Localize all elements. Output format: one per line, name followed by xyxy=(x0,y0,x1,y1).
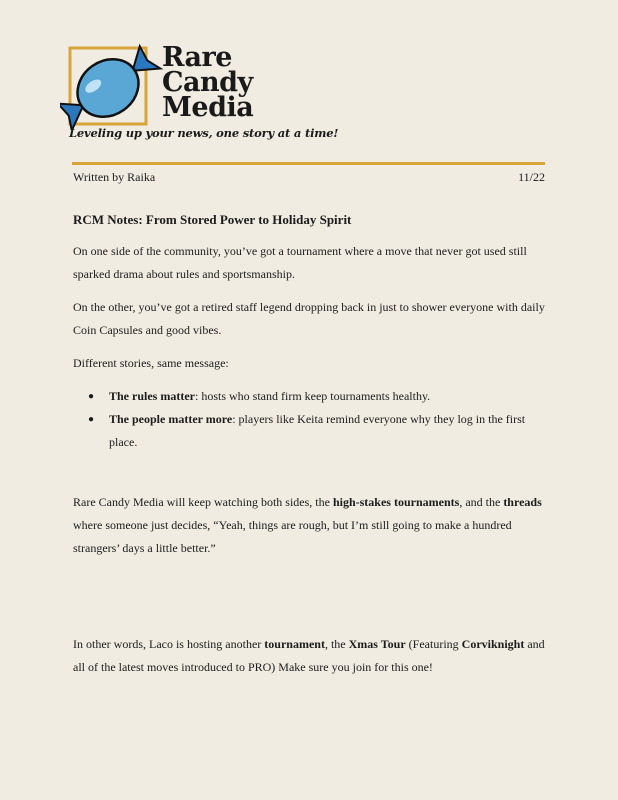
paragraph-4: Rare Candy Media will keep watching both sides, the high-stakes tournaments, and the threads where someone just decides, “Yeah, things are rough, but I’m still going to make a hundred strangers’ days a little better.” xyxy=(73,495,542,555)
date: 11/22 xyxy=(518,170,545,184)
divider xyxy=(72,162,545,165)
logo xyxy=(60,40,320,140)
bullet-list xyxy=(73,385,545,454)
paragraph-2: On the other, you’ve got a retired staff legend dropping back in just to shower everyone with daily Coin Capsules and good vibes. xyxy=(73,300,545,337)
list-item: ● The rules matter: hosts who stand firm keep tournaments healthy. xyxy=(109,385,545,408)
article-title: RCM Notes: From Stored Power to Holiday Spirit xyxy=(73,212,352,227)
paragraph-1: On one side of the community, you’ve got a tournament where a move that never got used still sparked drama about rules and sportsmanship. xyxy=(73,244,527,281)
candy-icon xyxy=(60,40,170,130)
author: Written by Raika xyxy=(73,170,156,184)
paragraph-5: In other words, Laco is hosting another tournament, the Xmas Tour (Featuring Corviknight and all of the latest moves introduced to PRO) Make sure you join for this one! xyxy=(73,637,545,674)
tagline: Leveling up your news, one story at a time! xyxy=(69,126,339,140)
paragraph-3: Different stories, same message: xyxy=(73,356,229,370)
brand-name: Rare Candy Media xyxy=(162,42,254,123)
article xyxy=(73,210,545,689)
byline xyxy=(73,170,545,185)
list-item: ● The people matter more: players like Keita remind everyone why they log in the first place. xyxy=(109,408,545,454)
